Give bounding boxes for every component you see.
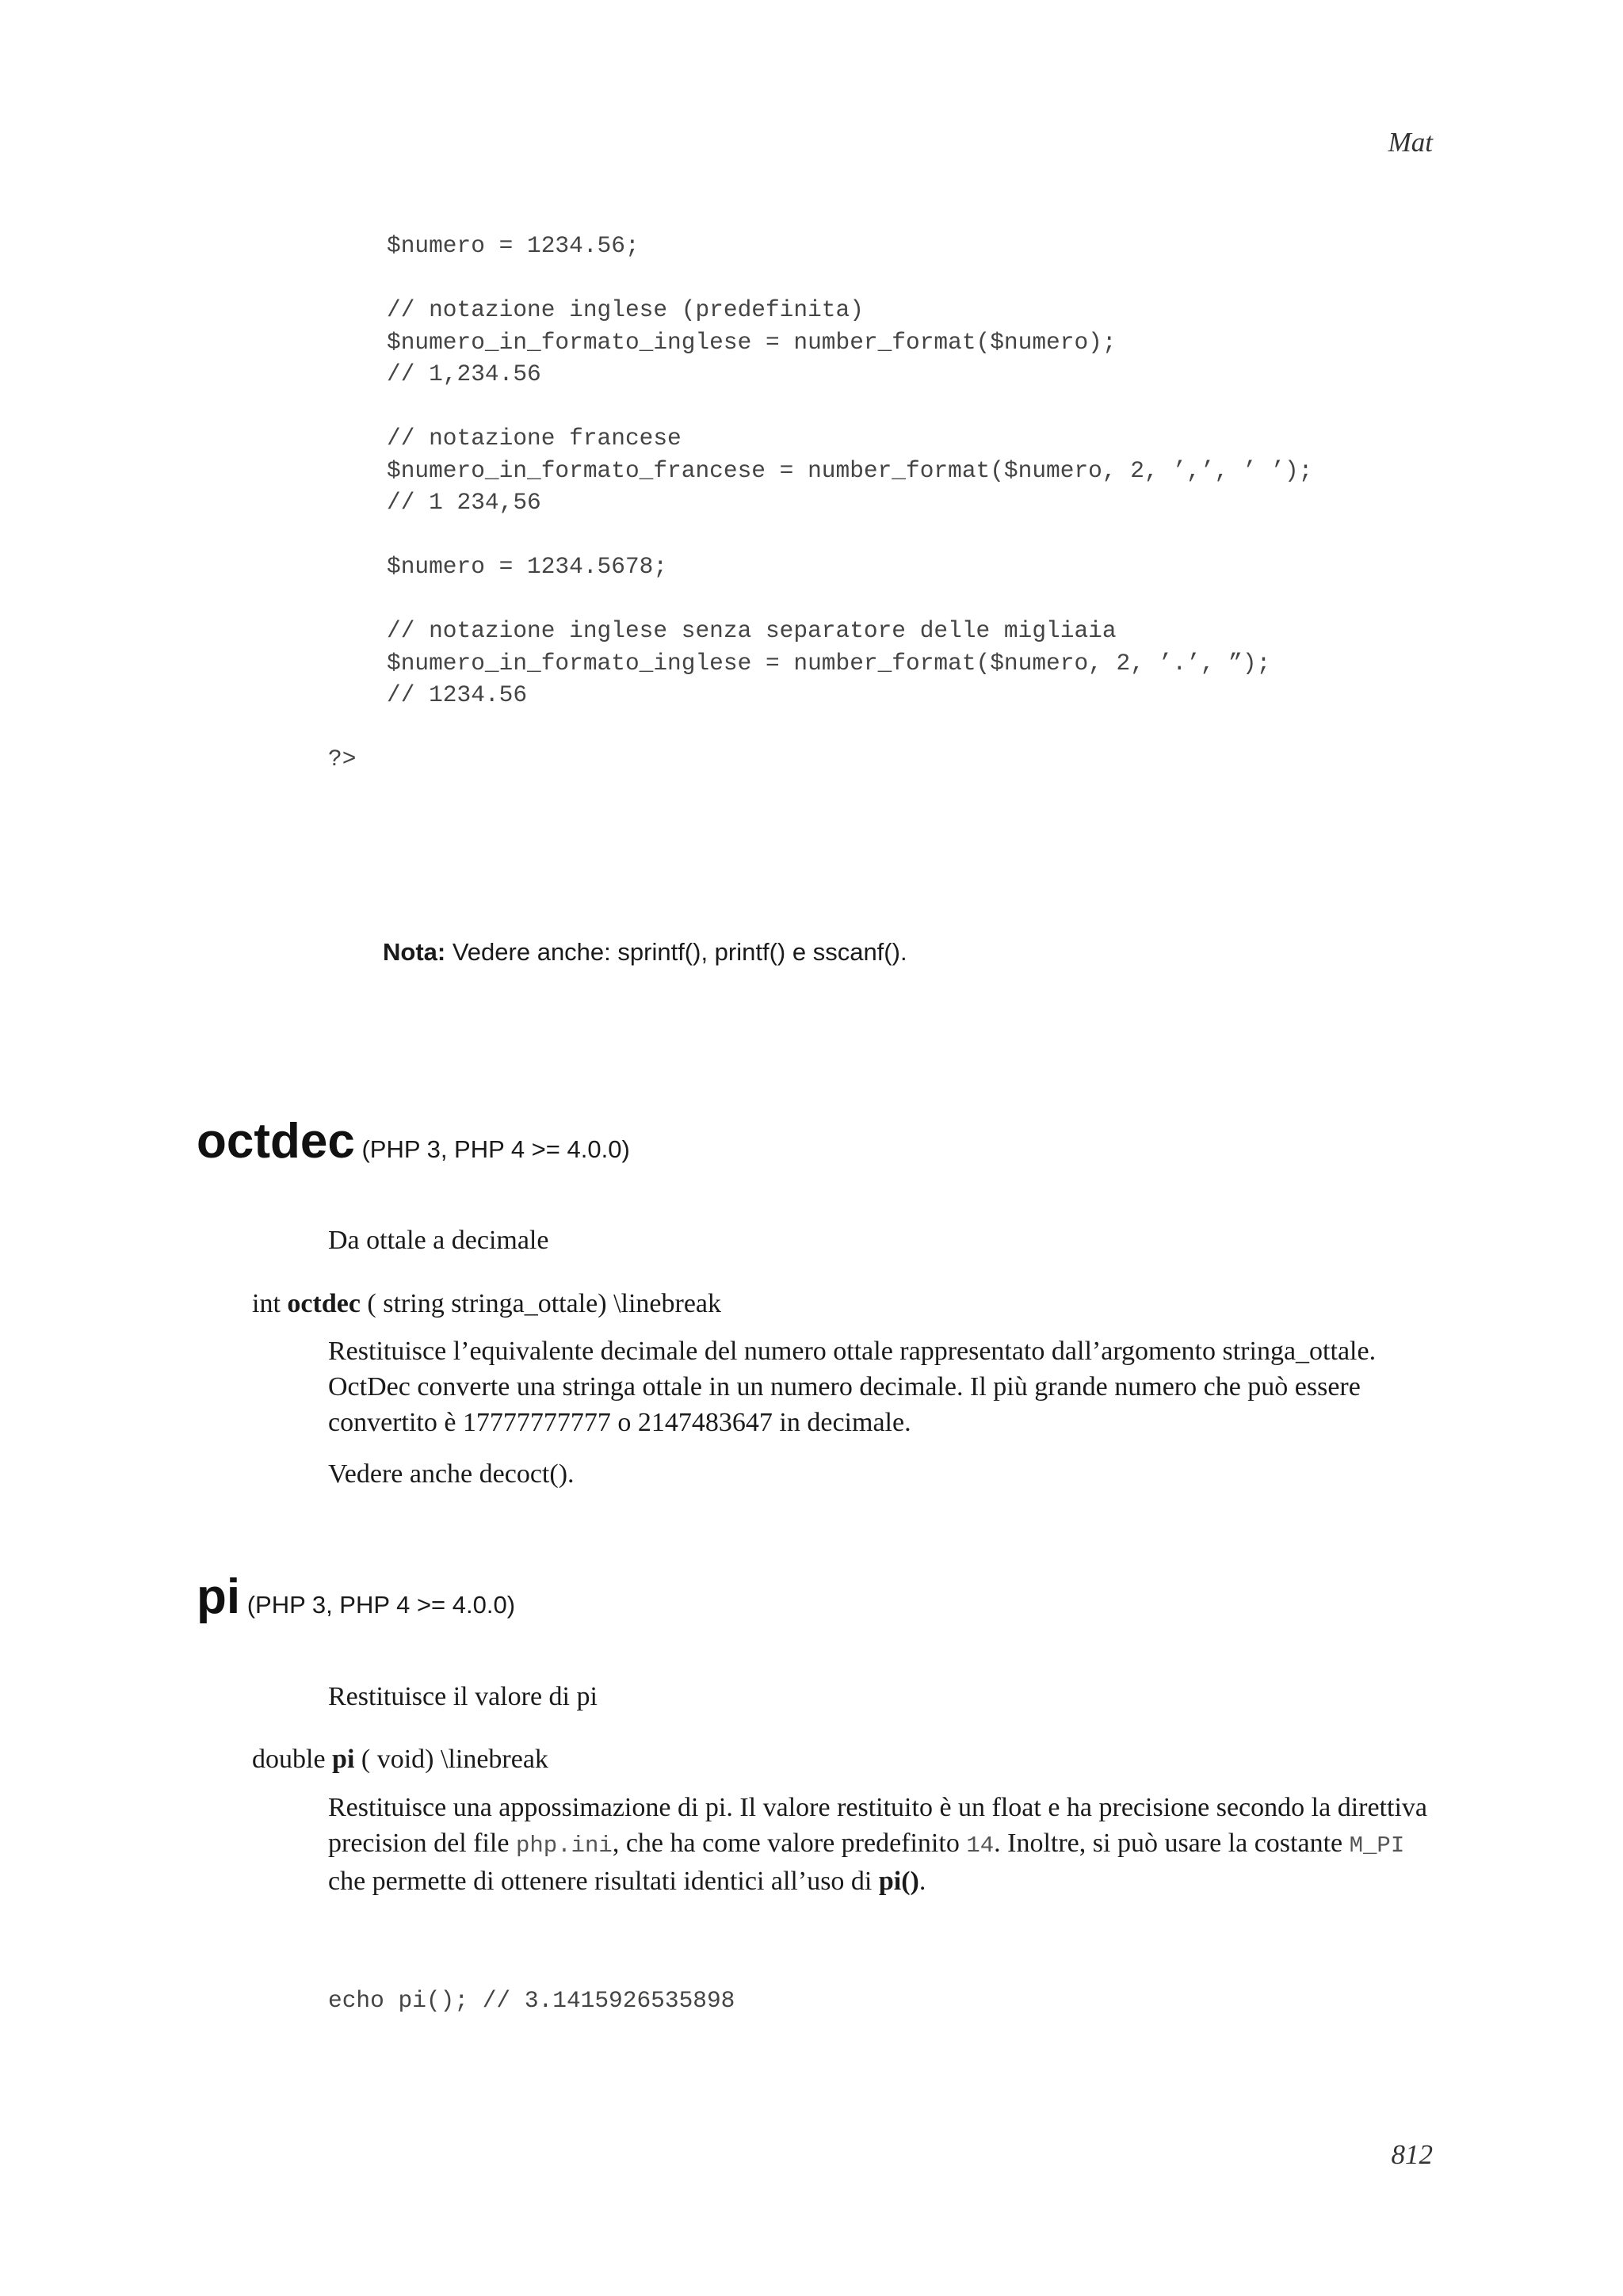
- code-line: [387, 391, 1312, 423]
- code-line: // notazione francese: [387, 425, 682, 452]
- page-number: 812: [1391, 2139, 1433, 2170]
- code-line: // 1 234,56: [387, 489, 541, 516]
- pi-purpose: Restituisce il valore di pi: [328, 1682, 598, 1711]
- pi-desc-text: .: [918, 1867, 926, 1896]
- octdec-see-also: Vedere anche decoct().: [328, 1459, 575, 1489]
- note: [383, 938, 907, 967]
- code-block-number-format: [387, 230, 1312, 711]
- code-line: // notazione inglese (predefinita): [387, 296, 864, 323]
- pi-version: (PHP 3, PHP 4 >= 4.0.0): [240, 1591, 516, 1619]
- octdec-function-name: octdec: [197, 1114, 355, 1169]
- octdec-synopsis-name: octdec: [287, 1289, 361, 1318]
- octdec-heading: [197, 1113, 630, 1169]
- code-line: // 1234.56: [387, 681, 528, 708]
- code-line: $numero = 1234.56;: [387, 232, 640, 259]
- inline-code-m-pi: M_PI: [1349, 1833, 1405, 1859]
- code-line: $numero_in_formato_inglese = number_format($numero);: [387, 328, 1117, 356]
- code-line: [387, 583, 1312, 616]
- code-line: [387, 519, 1312, 551]
- octdec-description: Restituisce l’equivalente decimale del numero ottale rappresentato dall’argomento stringa_ottale. OctDec converte una stringa ottale in un numero decimale. Il più grande numero che può essere convertito è 17777777777 o 2147483647 in decimale.: [328, 1337, 1377, 1437]
- note-text: Vedere anche: sprintf(), printf() e sscanf().: [445, 938, 907, 966]
- pi-desc-text: . Inoltre, si può usare la costante: [994, 1829, 1350, 1858]
- php-closing-tag: ?>: [328, 746, 357, 772]
- pi-desc-text: che permette di ottenere risultati identici all’uso di: [328, 1867, 879, 1896]
- code-line: $numero_in_formato_inglese = number_format($numero, 2, ’.’, ”);: [387, 649, 1271, 677]
- octdec-version: (PHP 3, PHP 4 >= 4.0.0): [354, 1135, 630, 1163]
- octdec-purpose: Da ottale a decimale: [328, 1226, 549, 1255]
- code-line: $numero_in_formato_francese = number_format($numero, 2, ’,’, ’ ’);: [387, 456, 1313, 484]
- pi-synopsis: [252, 1741, 548, 1777]
- pi-return-type: double: [252, 1745, 333, 1774]
- pi-desc-text: Restituisce una appossimazione di pi. Il valore restituito è un float e ha precisione secondo la direttiva precision del file: [328, 1793, 1427, 1858]
- inline-code-precision-value: 14: [966, 1833, 995, 1859]
- code-line: // notazione inglese senza separatore delle migliaia: [387, 617, 1117, 644]
- octdec-synopsis: [252, 1286, 721, 1322]
- code-line: [387, 262, 1312, 295]
- inline-code-php-ini: php.ini: [515, 1833, 613, 1859]
- pi-synopsis-params: ( void) \linebreak: [354, 1745, 548, 1774]
- pi-heading: [197, 1569, 515, 1625]
- running-header: Mat: [1388, 127, 1433, 158]
- octdec-return-type: int: [252, 1289, 288, 1318]
- pi-description: [328, 1790, 1438, 1899]
- note-label: Nota:: [383, 938, 446, 966]
- pi-code-example: echo pi(); // 3.1415926535898: [328, 1987, 735, 2014]
- pi-function-name: pi: [197, 1569, 241, 1624]
- pi-function-ref: pi(): [878, 1867, 919, 1896]
- code-line: $numero = 1234.5678;: [387, 553, 668, 580]
- pi-synopsis-name: pi: [332, 1745, 355, 1774]
- pi-desc-text: , che ha come valore predefinito: [612, 1829, 967, 1858]
- octdec-synopsis-params: ( string stringa_ottale) \linebreak: [360, 1289, 722, 1318]
- code-line: // 1,234.56: [387, 360, 541, 387]
